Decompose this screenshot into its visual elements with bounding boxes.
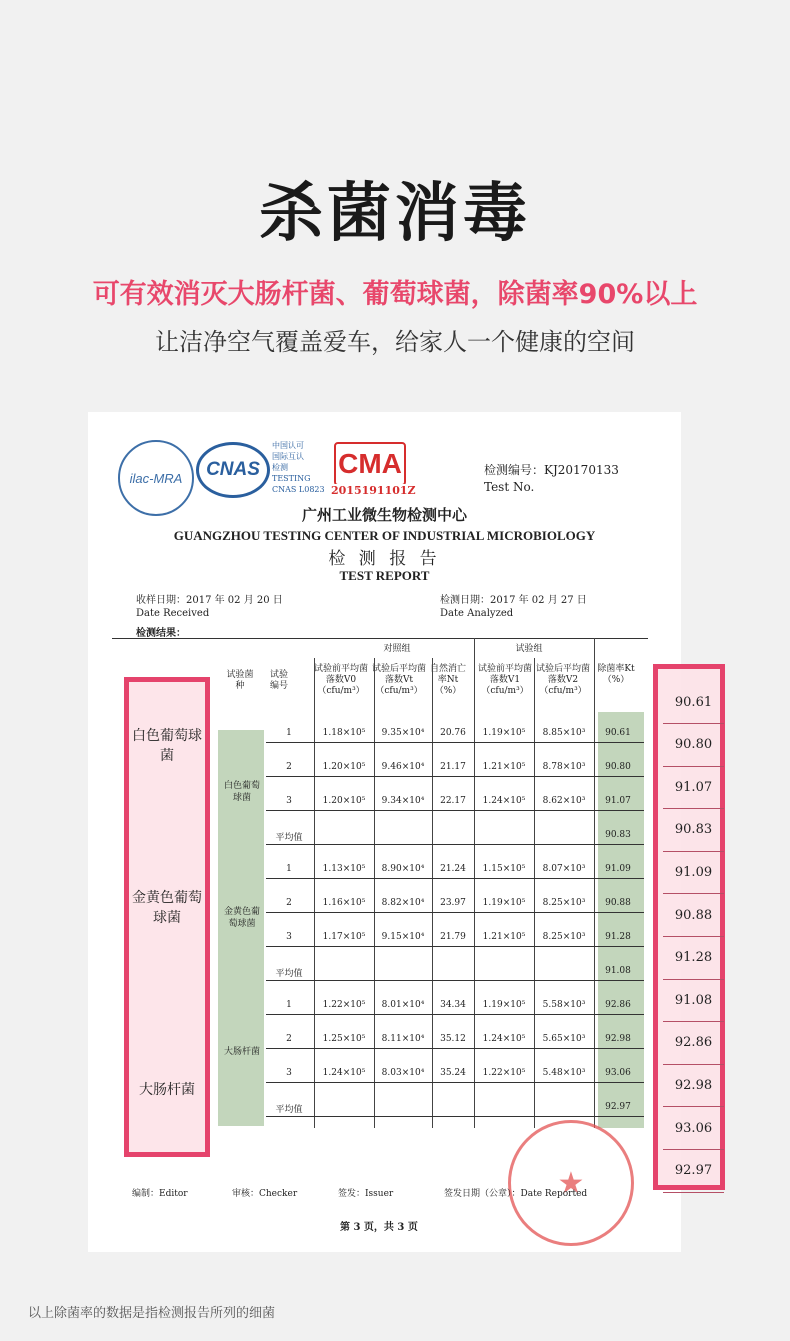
header-no: 试验编号	[269, 670, 288, 691]
results-label: 检测结果：	[136, 628, 186, 639]
table-cell-v2: 8.07×10³	[542, 864, 586, 874]
strain-label-3: 大肠杆菌	[139, 1082, 195, 1098]
table-cell-k: 92.98	[605, 1034, 631, 1044]
table-row-rule	[266, 844, 644, 845]
table-cell-no: 3	[286, 796, 292, 806]
cnas-text-line: TESTING	[272, 474, 311, 483]
table-cell-k: 93.06	[605, 1068, 631, 1078]
test-number	[484, 462, 619, 496]
page-subtitle: 可有效消灭大肠杆菌、葡萄球菌，除菌率90%以上	[92, 279, 698, 310]
rate-highlight-box	[653, 664, 725, 1190]
table-cell-v1: 1.19×10⁵	[482, 728, 526, 738]
table-cell-no: 平均值	[275, 833, 303, 843]
table-vline	[314, 658, 315, 1128]
cnas-text-line: CNAS L0823	[272, 485, 325, 494]
table-cell-nt: 21.79	[440, 932, 466, 942]
table-cell-v0: 1.13×10⁵	[322, 864, 366, 874]
rate-value: 90.80	[663, 724, 724, 767]
table-cell-v1: 1.19×10⁵	[482, 1000, 526, 1010]
date-analyzed	[440, 594, 587, 620]
table-cell-v0: 1.20×10⁵	[322, 796, 366, 806]
table-cell-k: 91.07	[605, 796, 631, 806]
table-cell-v2: 8.25×10³	[542, 932, 586, 942]
rate-value: 93.06	[663, 1107, 724, 1150]
table-vline	[474, 638, 475, 1128]
rate-value: 92.98	[663, 1064, 724, 1107]
table-cell-v1: 1.15×10⁵	[482, 864, 526, 874]
date-reported: 签发日期（公章）：Date Reported	[444, 1189, 588, 1199]
page-title: 杀菌消毒	[259, 177, 531, 251]
table-cell-vt: 9.15×10⁴	[381, 932, 425, 942]
table-row-rule	[266, 1082, 644, 1083]
official-seal: ★	[508, 1120, 634, 1246]
table-cell-nt: 21.24	[440, 864, 466, 874]
table-cell-nt: 35.24	[440, 1068, 466, 1078]
table-vline	[432, 658, 433, 1128]
rate-value: 91.07	[663, 766, 724, 809]
table-cell-no: 3	[286, 932, 292, 942]
table-row-rule	[266, 776, 644, 777]
date-analyzed-cn: 检测日期：2017 年 02 月 27 日	[440, 595, 587, 606]
issuer-signature: 签发：Issuer	[338, 1189, 394, 1199]
table-cell-k: 91.28	[605, 932, 631, 942]
strain-label-1: 白色葡萄球菌	[132, 728, 202, 764]
center-name-en: GUANGZHOU TESTING CENTER OF INDUSTRIAL MICROBIOLOGY	[173, 528, 596, 543]
center-name-cn: 广州工业微生物检测中心	[301, 506, 467, 524]
test-number-cn: 检测编号：KJ20170133	[484, 463, 619, 477]
table-row-rule	[266, 980, 644, 981]
rate-value: 91.08	[663, 979, 724, 1022]
cnas-text-line: 国际互认	[272, 452, 304, 461]
header-rate: 除菌率Kt（%）	[597, 664, 635, 685]
date-received-cn: 收样日期：2017 年 02 月 20 日	[136, 595, 283, 606]
table-row-rule	[266, 946, 644, 947]
table-vline	[374, 658, 375, 1128]
header-v2: 试验后平均菌落数V2（cfu/m³）	[536, 664, 591, 696]
strain-small-1: 白色葡萄球菌	[223, 781, 260, 803]
cnas-text-line: 检测	[272, 463, 288, 472]
page-number: 第 3 页，共 3 页	[340, 1222, 418, 1233]
table-cell-nt: 22.17	[440, 796, 466, 806]
table-cell-vt: 8.82×10⁴	[381, 898, 425, 908]
header-control-group: 对照组	[383, 644, 411, 654]
table-cell-nt: 21.17	[440, 762, 466, 772]
strain-label-2: 金黄色葡萄球菌	[132, 890, 202, 926]
table-cell-vt: 8.03×10⁴	[381, 1068, 425, 1078]
table-cell-v0: 1.22×10⁵	[322, 1000, 366, 1010]
table-cell-v2: 5.58×10³	[542, 1000, 586, 1010]
report-title-en: TEST REPORT	[339, 568, 430, 583]
cnas-text-line: 中国认可	[272, 441, 304, 450]
table-cell-no: 1	[286, 728, 292, 738]
header-vt: 试验后平均菌落数Vt（cfu/m³）	[372, 664, 427, 696]
table-cell-v2: 8.85×10³	[542, 728, 586, 738]
cma-number: 2015191101Z	[331, 484, 416, 497]
table-cell-v2: 8.62×10³	[542, 796, 586, 806]
cma-logo: CMA	[334, 442, 406, 486]
header-test-group: 试验组	[515, 644, 543, 654]
table-cell-k: 90.83	[605, 830, 631, 840]
table-row-rule	[266, 1116, 644, 1117]
table-cell-k: 92.97	[605, 1102, 631, 1112]
table-cell-v1: 1.22×10⁵	[482, 1068, 526, 1078]
table-cell-v1: 1.21×10⁵	[482, 762, 526, 772]
rate-value: 91.09	[663, 851, 724, 894]
table-cell-no: 2	[286, 762, 292, 772]
table-cell-v0: 1.17×10⁵	[322, 932, 366, 942]
table-cell-vt: 8.90×10⁴	[381, 864, 425, 874]
date-received	[136, 594, 283, 620]
cnas-logo: CNAS	[196, 442, 270, 498]
table-row-rule	[266, 1048, 644, 1049]
strain-highlight-box	[124, 677, 210, 1157]
table-row-rule	[266, 1014, 644, 1015]
page-description: 让洁净空气覆盖爱车，给家人一个健康的空间	[155, 328, 635, 356]
table-cell-nt: 34.34	[440, 1000, 466, 1010]
table-row-rule	[266, 742, 644, 743]
table-cell-k: 91.08	[605, 966, 631, 976]
rate-value: 90.61	[663, 681, 724, 724]
table-row-rule	[266, 810, 644, 811]
table-top-rule	[112, 638, 648, 639]
cnas-text	[272, 440, 325, 495]
table-cell-vt: 9.34×10⁴	[381, 796, 425, 806]
table-cell-v1: 1.21×10⁵	[482, 932, 526, 942]
table-cell-vt: 9.35×10⁴	[381, 728, 425, 738]
report-title-cn: 检 测 报 告	[328, 549, 441, 569]
table-cell-k: 90.61	[605, 728, 631, 738]
table-cell-v0: 1.18×10⁵	[322, 728, 366, 738]
rate-value: 91.28	[663, 937, 724, 980]
table-cell-vt: 9.46×10⁴	[381, 762, 425, 772]
table-cell-vt: 8.11×10⁴	[381, 1034, 425, 1044]
test-number-en: Test No.	[484, 480, 535, 494]
ilac-logo: ilac-MRA	[118, 440, 194, 516]
table-vline	[534, 658, 535, 1128]
table-cell-v1: 1.24×10⁵	[482, 1034, 526, 1044]
table-row-rule	[266, 878, 644, 879]
rate-value: 92.86	[663, 1022, 724, 1065]
header-v1: 试验前平均菌落数V1（cfu/m³）	[478, 664, 533, 696]
table-cell-v2: 5.48×10³	[542, 1068, 586, 1078]
table-cell-nt: 20.76	[440, 728, 466, 738]
table-cell-v0: 1.20×10⁵	[322, 762, 366, 772]
table-cell-no: 2	[286, 898, 292, 908]
table-cell-no: 平均值	[275, 969, 303, 979]
table-cell-v1: 1.19×10⁵	[482, 898, 526, 908]
table-cell-v0: 1.24×10⁵	[322, 1068, 366, 1078]
table-cell-v2: 8.25×10³	[542, 898, 586, 908]
table-cell-no: 2	[286, 1034, 292, 1044]
table-cell-vt: 8.01×10⁴	[381, 1000, 425, 1010]
header-v0: 试验前平均菌落数V0（cfu/m³）	[314, 664, 369, 696]
table-cell-v0: 1.16×10⁵	[322, 898, 366, 908]
table-cell-v2: 8.78×10³	[542, 762, 586, 772]
rate-value: 92.97	[663, 1150, 724, 1193]
header-strain: 试验菌种	[226, 670, 254, 691]
rate-value: 90.83	[663, 809, 724, 852]
rate-value: 90.88	[663, 894, 724, 937]
date-analyzed-en: Date Analyzed	[440, 608, 514, 619]
footnote: 以上除菌率的数据是指检测报告所列的细菌	[28, 1306, 276, 1321]
strain-small-3: 大肠杆菌	[223, 1047, 260, 1057]
table-vline	[594, 638, 595, 1128]
table-cell-nt: 35.12	[440, 1034, 466, 1044]
table-cell-v1: 1.24×10⁵	[482, 796, 526, 806]
checker-signature: 审核：Checker	[232, 1189, 298, 1199]
table-cell-no: 1	[286, 864, 292, 874]
table-cell-no: 3	[286, 1068, 292, 1078]
table-cell-k: 92.86	[605, 1000, 631, 1010]
strain-small-2: 金黄色葡萄球菌	[223, 907, 260, 929]
table-cell-v0: 1.25×10⁵	[322, 1034, 366, 1044]
table-row-rule	[266, 912, 644, 913]
editor-signature: 编制：Editor	[132, 1189, 188, 1199]
header-nt: 自然消亡率Nt（%）	[430, 664, 467, 696]
rate-column-highlight	[598, 712, 644, 1128]
table-cell-k: 91.09	[605, 864, 631, 874]
table-cell-k: 90.80	[605, 762, 631, 772]
table-cell-nt: 23.97	[440, 898, 466, 908]
table-cell-v2: 5.65×10³	[542, 1034, 586, 1044]
date-received-en: Date Received	[136, 608, 210, 619]
table-cell-no: 1	[286, 1000, 292, 1010]
table-cell-no: 平均值	[275, 1105, 303, 1115]
table-cell-k: 90.88	[605, 898, 631, 908]
